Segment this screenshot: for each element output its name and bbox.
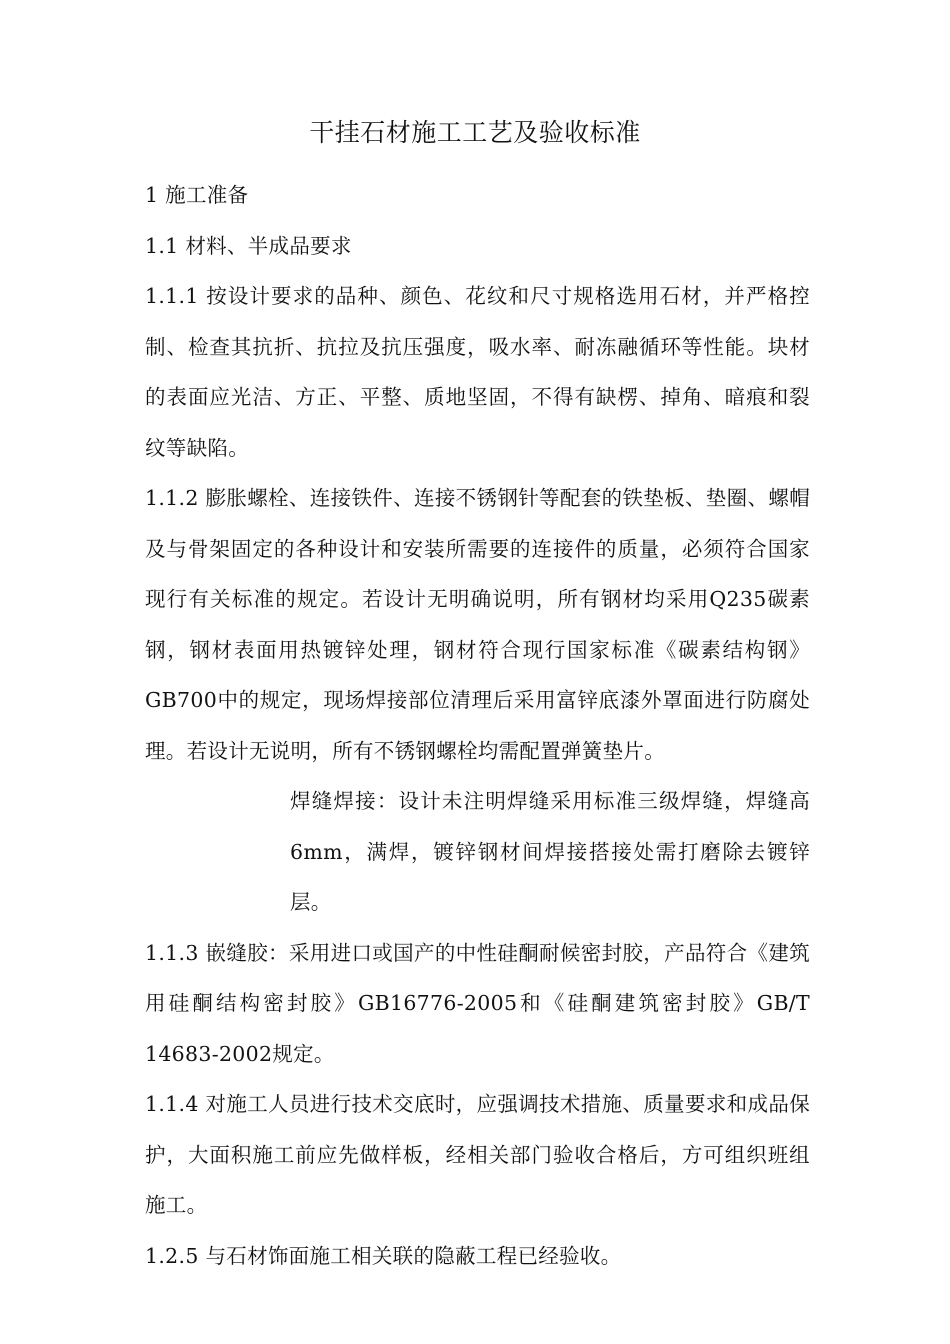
paragraph-1-1-3: 1.1.3 嵌缝胶：采用进口或国产的中性硅酮耐候密封胶，产品符合《建筑用硅酮结构密封胶》GB16776-2005和《硅酮建筑密封胶》GB/T 14683-2002规定。 bbox=[145, 940, 810, 1066]
heading-section-1-1: 1.1 材料、半成品要求 bbox=[145, 233, 352, 258]
paragraph-1-1-1: 1.1.1 按设计要求的品种、颜色、花纹和尺寸规格选用石材，并严格控制、检查其抗折、抗拉及抗压强度，吸水率、耐冻融循环等性能。块材的表面应光洁、方正、平整、质地坚固，不得有缺楞、掉角、暗痕和裂纹等缺陷。 bbox=[145, 284, 810, 460]
document-title: 干挂石材施工工艺及验收标准 bbox=[309, 118, 641, 147]
heading-section-1: 1 施工准备 bbox=[145, 183, 249, 207]
paragraph-1-2-5: 1.2.5 与石材饰面施工相关联的隐蔽工程已经验收。 bbox=[145, 1243, 622, 1268]
paragraph-1-1-4: 1.1.4 对施工人员进行技术交底时，应强调技术措施、质量要求和成品保护，大面积施工前应先做样板，经相关部门验收合格后，方可组织班组施工。 bbox=[145, 1092, 810, 1217]
paragraph-1-1-2: 1.1.2 膨胀螺栓、连接铁件、连接不锈钢针等配套的铁垫板、垫圈、螺帽及与骨架固定的各种设计和安装所需要的连接件的质量，必须符合国家现行有关标准的规定。若设计无明确说明，所有钢材均采用Q235碳素钢，钢材表面用热镀锌处理，钢材符合现行国家标准《碳素结构钢》GB700中的规定，现场焊接部位清理后采用富锌底漆外罩面进行防腐处理。若设计无说明，所有不锈钢螺栓均需配置弹簧垫片。 bbox=[145, 486, 810, 763]
paragraph-welding: 焊缝焊接：设计未注明焊缝采用标准三级焊缝，焊缝高6mm，满焊，镀锌钢材间焊接搭接处需打磨除去镀锌层。 bbox=[290, 789, 810, 914]
document-body bbox=[145, 170, 810, 1281]
